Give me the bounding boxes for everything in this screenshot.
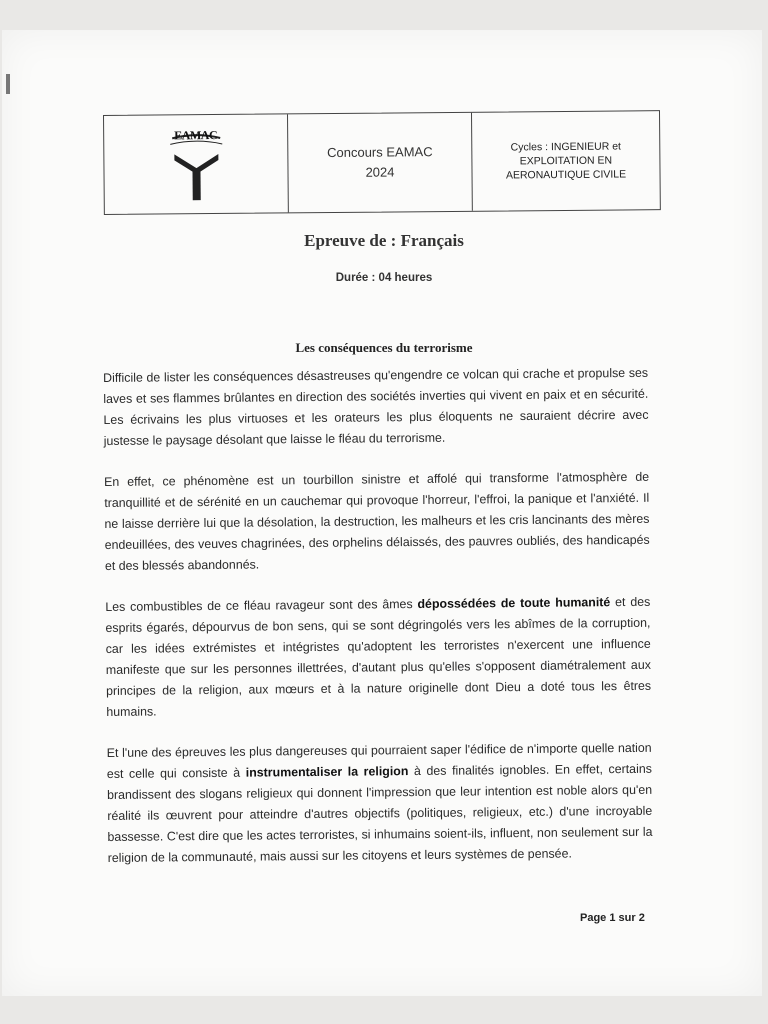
paragraph-4-emphasis: instrumentaliser la religion xyxy=(245,764,409,780)
scan-mark xyxy=(6,74,10,94)
paragraph-3 xyxy=(105,592,651,723)
exam-duration: Durée : 04 heures xyxy=(335,272,433,284)
paragraph-4-part-2: à des finalités ignobles. En effet, certains brandissent des slogans religieux qui donnent l'impression que leur intention est noble alors qu'en réalité ils œuvrent pour atteindre d'autres objectifs (politiques, religieux, etc.) d'une incroyable bassesse. C'est dire que les actes terroristes, si inhumains soient-ils, influent, non seulement sur la religion de la communauté, mais aussi sur les citoyens et leurs systèmes de pensée. xyxy=(107,761,653,865)
paragraph-4-part-1: Et l'une des épreuves les plus dangereuses qui pourraient saper l'édifice de n'importe quelle nation est celle qui consiste à xyxy=(106,740,652,781)
paragraph-3-part-2: et des esprits égarés, dépourvus de bon sens, qui se sont dégringolés vers les abîmes de la corruption, car les idées extrémistes et intégristes qu'adoptent les terroristes n'exercent une influence manifeste que sur les personnes illettrées, d'autant plus qu'elles s'opposent diamétralement aux principes de la religion, aux mœurs et à la nature originelle dont Dieu a doté tous les êtres humains. xyxy=(105,594,652,719)
paragraph-4 xyxy=(107,738,653,869)
exam-text-body xyxy=(103,363,653,889)
concours-name: Concours EAMAC xyxy=(327,144,433,161)
cycles-cell xyxy=(472,111,660,211)
logo-cell xyxy=(104,114,289,214)
exam-title: Epreuve de : Français xyxy=(304,231,464,250)
paragraph-3-part-1: Les combustibles de ce fléau ravageur sont des âmes xyxy=(105,596,418,614)
exam-header-table xyxy=(103,110,661,215)
concours-year: 2024 xyxy=(365,164,395,180)
cycles-line-2: EXPLOITATION EN xyxy=(519,154,613,168)
paragraph-2: En effet, ce phénomène est un tourbillon sinistre et affolé qui transforme l'atmosphère de tranquillité et de sérénité en un cauchemar qui provoque l'horreur, l'effroi, la panique et l'anxiété. Il ne laisse derrière lui que la désolation, la destruction, les malheurs et les cris lancinants des mères endeuillées, des veuves chagrinées, des orphelins délaissés, des pauvres oubliés, des handicapés et des blessés abandonnés. xyxy=(104,469,650,573)
text-subject-title: Les conséquences du terrorisme xyxy=(295,340,473,355)
paragraph-1: Difficile de lister les conséquences désastreuses qu'engendre ce volcan qui crache et propulse ses laves et ses flammes brûlantes en direction des sociétés inverties qui vivent en paix et en sécurité. Les écrivains les plus virtuoses et les orateurs les plus éloquents ne sauraient décrire avec justesse le paysage désolant que laisse le fléau du terrorisme. xyxy=(103,365,649,448)
concours-cell xyxy=(288,113,473,213)
paragraph-3-emphasis: dépossédées de toute humanité xyxy=(417,595,611,611)
logo-text: EAMAC xyxy=(174,128,218,143)
page-number: Page 1 sur 2 xyxy=(580,912,645,924)
eamac-logo xyxy=(166,124,227,205)
cycles-line-3: AERONAUTIQUE CIVILE xyxy=(505,168,627,182)
cycles-line-1: Cycles : INGENIEUR et xyxy=(510,140,621,154)
